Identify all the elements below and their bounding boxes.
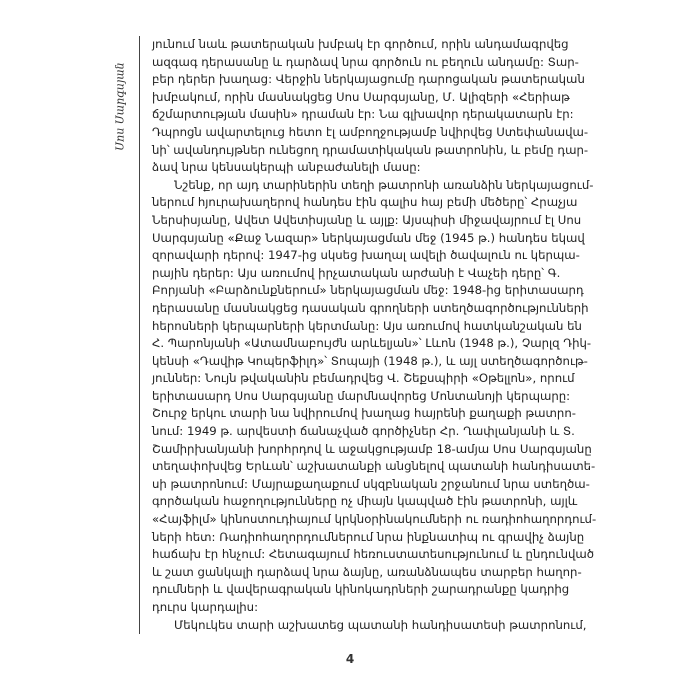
text-line: ներում հյուրախաղերով հանդես էին գալիս հայ բեմի մեծերը՝ Հրաչյա xyxy=(152,195,578,210)
text-line: խմբակում, որին մասնակցեց Սոս Սարգսյանը, Մ. Ալիզերի «Հերիաթ xyxy=(152,89,570,104)
text-line: ների հետ: Ռադիոհաղորդումներում նրա ինքնատիպ ու գրավիչ ձայնը xyxy=(152,529,585,544)
text-line: յուններ: Նույն թվականին բեմադրվեց Վ. Շեքսպիրի «Օթելլոն», որում xyxy=(152,371,575,386)
text-line: Բորյանի «Բարձունքներում» ներկայացման մեջ: 1948-ից երիտասարդ xyxy=(152,283,584,298)
text-line: Նշենք, որ այդ տարիներին տեղի թատրոնի առանձին ներկայացում- xyxy=(174,177,594,192)
running-header-text: Սոս Սարգսյան xyxy=(113,61,127,151)
text-line: յունում նաև թատերական խմբակ էր գործում, որին անդամագրվեց xyxy=(152,37,569,51)
text-line: հերոսների կերպարների կերտմանը: Այս առումով հատկանշական են xyxy=(152,318,582,333)
running-header xyxy=(108,36,132,176)
text-line: ձավ նրա կենսակերպի անբաժանելի մասը: xyxy=(152,160,421,175)
margin-rule xyxy=(139,36,140,634)
text-line: դերասանը մասնակցեց դասական գրողների ստեղծագործությունների xyxy=(152,300,589,315)
text-line: բեր դերեր խաղաց: Վերջին ներկայացումը դարոցական թատերական xyxy=(152,72,585,87)
text-line: կենսի «Դավիթ Կոպերֆիլդ»՝ Տոպայի (1948 թ.), և այլ ստեղծագործութ- xyxy=(152,353,588,368)
text-line: նի՝ ավանդույթներ ունեցող դրամատիկական թատրոնին, և բեմը դար- xyxy=(152,142,589,157)
text-line: «Հայֆիլմ» կինոստուդիայում կրկնօրինակումների ու ռադիոհաղորդում- xyxy=(152,512,597,527)
text-line: դուրս կարդալիս: xyxy=(152,600,259,614)
page-number: 4 xyxy=(345,652,355,666)
text-line: դումների և վավերագրական կինոկադրների շարադրանքը կադրից xyxy=(152,582,570,597)
text-line: նում: 1949 թ. արվեստի ճանաչված գործիչներ Հր. Ղափլանյանի և Տ. xyxy=(152,424,575,439)
text-line: երիտասարդ Սոս Սարգսյանը մարմնավորեց Մոնտանոյի կերպարը: xyxy=(152,388,571,403)
text-line: Շուրջ երկու տարի նա նվիրումով խաղաց հայրենի քաղաքի թատրո- xyxy=(152,406,576,421)
text-line: զորավարի դերով: 1947-ից սկսեց խաղալ ավելի ծավալուն ու կերպա- xyxy=(152,248,580,263)
text-line: հաճախ էր հնչում: Հետագայում հեռուստատեսությունում և ընդունված xyxy=(152,547,595,562)
text-line: տեղափոխվեց Երևան՝ աշխատանքի անցնելով պատանի հանդիսատե- xyxy=(152,459,596,474)
text-line: գործական հաջողությունները ոչ միայն կապված էին թատրոնի, այլև xyxy=(152,494,578,509)
text-line: Դպրոցն ավարտելուց հետո էլ ամբողջությամբ նվիրվեց Ստեփանավա- xyxy=(152,124,589,139)
text-line: Ներսիսյանը, Ավետ Ավետիսյանը և այլք: Այսպիսի միջավայրում էլ Սոս xyxy=(152,212,582,227)
text-line: Մեկուկես տարի աշխատեց պատանի հանդիսատեսի թատրոնում, xyxy=(174,617,587,632)
text-line: Շամիրխանյանի խորհրդով և աջակցությամբ 18-ամյա Սոս Սարգսյանը xyxy=(152,441,592,456)
text-line: ճշմարտության մասին» դրաման էր: Նա գլխավոր դերակատարն էր: xyxy=(152,107,574,122)
text-line: սի թատրոնում: Մայրաքաղաքում սկզբնական շրջանում նրա ստեղծա- xyxy=(152,476,590,491)
text-line: Սարգսյանը «Քաջ Նազար» ներկայացման մեջ (1945 թ.) հանդես եկավ xyxy=(152,230,585,245)
body-text xyxy=(152,36,597,634)
text-line: Հ. Պարոնյանի «Ատամնաբույժն արևելյան»՝ Լևոն (1948 թ.), Չարլզ Դիկ- xyxy=(152,336,592,351)
text-line: րային դերեր: Այս առումով իրչատական արժանի է Վաչեի դերը՝ Գ. xyxy=(152,265,561,280)
text-line: ազգագ դերասանը և դարձավ նրա գործուն ու բեղուն անդամը: Տար- xyxy=(152,54,579,69)
text-line: և շատ ցանկալի դարձավ նրա ձայնը, առանձնապես տարբեր հաղոր- xyxy=(152,564,582,579)
